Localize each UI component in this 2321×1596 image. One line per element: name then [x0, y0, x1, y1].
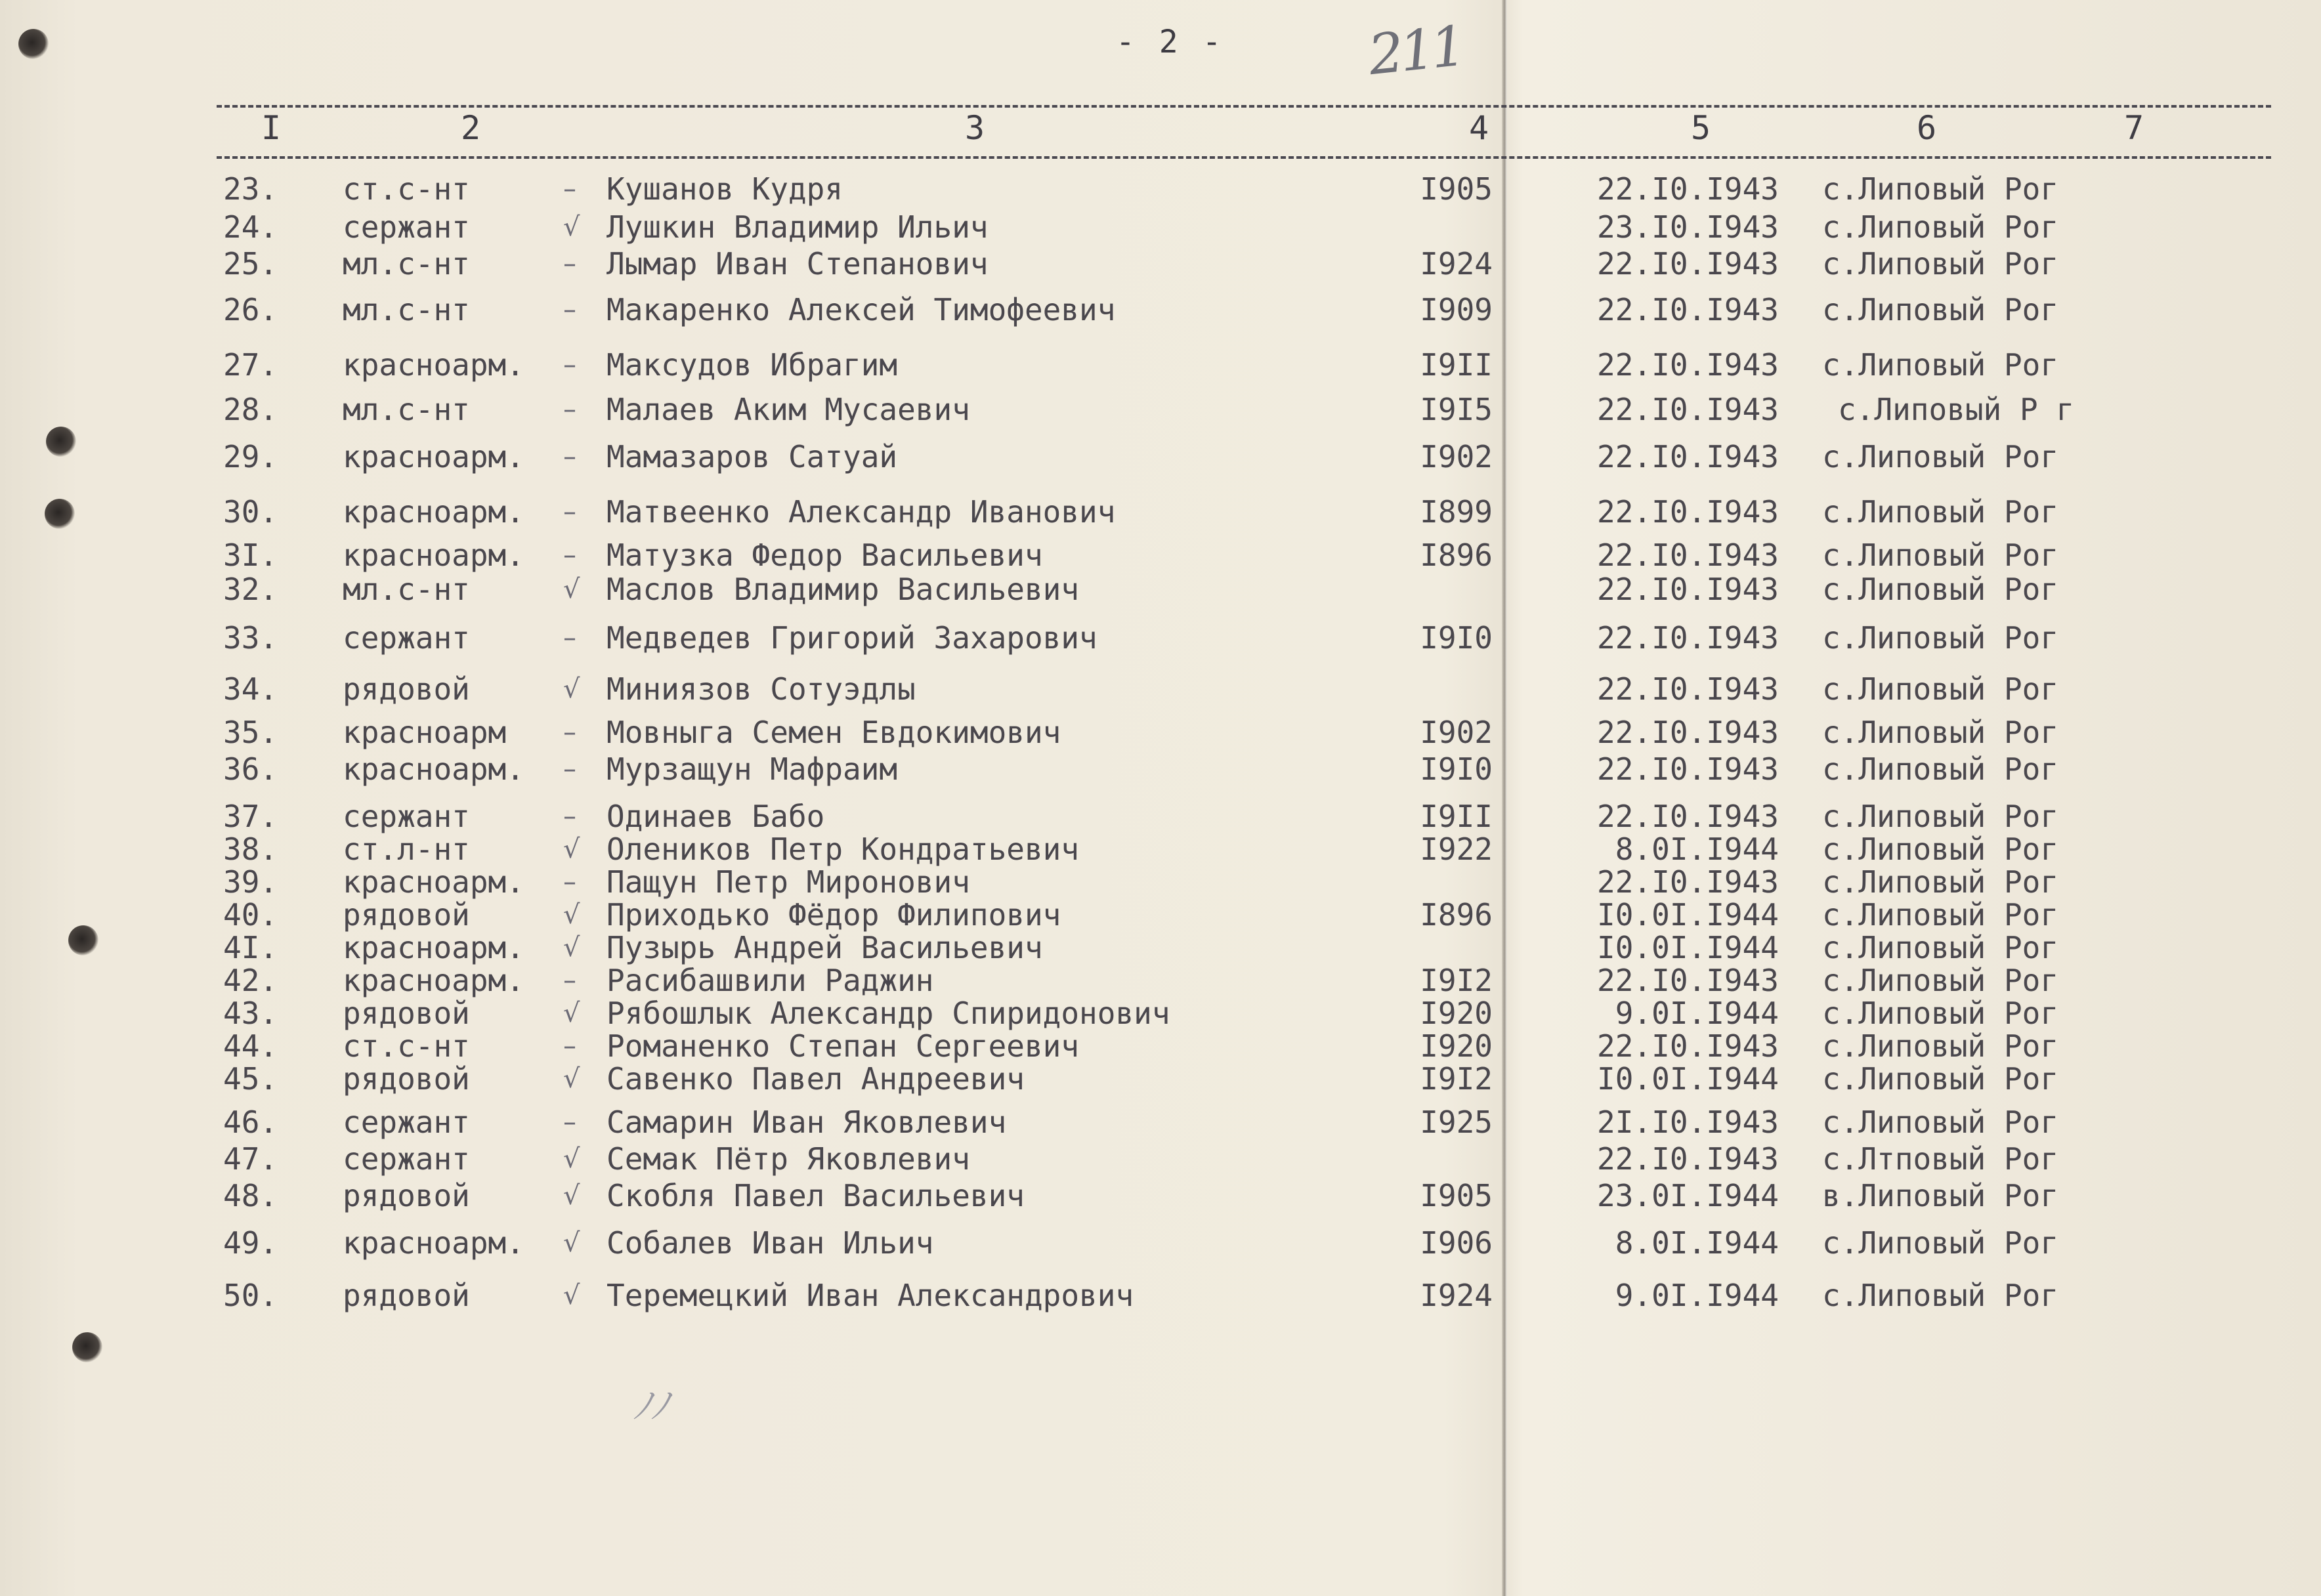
date: 2I.I0.I943	[1597, 1104, 1779, 1140]
birth-year: I9I2	[1420, 1061, 1493, 1097]
place: с.Липовый Рог	[1822, 1225, 2059, 1261]
table-row	[0, 538, 2321, 572]
column-header-7: 7	[2124, 109, 2144, 147]
full-name: Матвеенко Александр Иванович	[607, 494, 1116, 530]
full-name: Лушкин Владимир Ильич	[607, 209, 989, 245]
rank: красноарм.	[343, 751, 524, 787]
table-row	[0, 1029, 2321, 1063]
birth-year: I920	[1420, 996, 1493, 1031]
date: 22.I0.I943	[1597, 715, 1779, 750]
place: с.Липовый Рог	[1822, 751, 2059, 787]
row-number: 40.	[223, 897, 278, 933]
check-mark: –	[563, 623, 576, 653]
birth-year: I905	[1420, 1178, 1493, 1213]
date: 22.I0.I943	[1597, 292, 1779, 327]
rank: сержант	[343, 1104, 470, 1140]
full-name: Кушанов Кудря	[607, 171, 843, 207]
birth-year: I9I5	[1420, 392, 1493, 427]
birth-year: I896	[1420, 897, 1493, 933]
full-name: Мурзащун Мафраим	[607, 751, 898, 787]
birth-year: I924	[1420, 1278, 1493, 1313]
rank: красноарм.	[343, 494, 524, 530]
date: 22.I0.I943	[1597, 171, 1779, 207]
check-mark: √	[563, 834, 580, 864]
full-name: Рябошлык Александр Спиридонович	[607, 996, 1170, 1031]
birth-year: I924	[1420, 246, 1493, 282]
full-name: Самарин Иван Яковлевич	[607, 1104, 1007, 1140]
row-number: 50.	[223, 1278, 278, 1313]
row-number: 32.	[223, 572, 278, 607]
date: I0.0I.I944	[1597, 897, 1779, 933]
birth-year: I922	[1420, 831, 1493, 867]
full-name: Миниязов Сотуэдлы	[607, 671, 916, 707]
date: 22.I0.I943	[1597, 1028, 1779, 1064]
row-number: 46.	[223, 1104, 278, 1140]
place: с.Липовый Рог	[1822, 1278, 2059, 1313]
date: 22.I0.I943	[1597, 671, 1779, 707]
page-number: - 2 -	[1116, 24, 1224, 60]
birth-year: I9I0	[1420, 751, 1493, 787]
place: с.Липовый Рог	[1822, 1028, 2059, 1064]
date: 22.I0.I943	[1597, 620, 1779, 656]
place: с.Липовый Рог	[1822, 930, 2059, 965]
check-mark: –	[563, 965, 576, 996]
column-header-5: 5	[1691, 109, 1711, 147]
row-number: 37.	[223, 799, 278, 834]
date: 22.I0.I943	[1597, 439, 1779, 474]
rank: красноарм.	[343, 930, 524, 965]
date: 22.I0.I943	[1597, 963, 1779, 998]
check-mark: –	[563, 497, 576, 527]
place: с.Липовый Рог	[1822, 494, 2059, 530]
birth-year: I902	[1420, 715, 1493, 750]
rank: ст.с-нт	[343, 171, 470, 207]
date: 23.I0.I943	[1597, 209, 1779, 245]
check-mark: –	[563, 394, 576, 425]
table-row	[0, 931, 2321, 965]
table-row	[0, 348, 2321, 382]
place: с.Липовый Рог	[1822, 347, 2059, 383]
place: с.Липовый Рог	[1822, 292, 2059, 327]
date: I0.0I.I944	[1597, 930, 1779, 965]
check-mark: √	[563, 574, 580, 604]
birth-year: I920	[1420, 1028, 1493, 1064]
place: с.Липовый Рог	[1822, 864, 2059, 900]
birth-year: I905	[1420, 171, 1493, 207]
full-name: Скобля Павел Васильевич	[607, 1178, 1025, 1213]
rank: мл.с-нт	[343, 572, 470, 607]
row-number: 38.	[223, 831, 278, 867]
full-name: Олеников Петр Кондратьевич	[607, 831, 1080, 867]
rank: мл.с-нт	[343, 292, 470, 327]
birth-year: I909	[1420, 292, 1493, 327]
birth-year: I902	[1420, 439, 1493, 474]
place: с.Липовый Рог	[1822, 963, 2059, 998]
row-number: 26.	[223, 292, 278, 327]
check-mark: √	[563, 1064, 580, 1094]
place: с.Липовый Рог	[1822, 246, 2059, 282]
row-number: 35.	[223, 715, 278, 750]
table-row	[0, 715, 2321, 749]
table-row	[0, 440, 2321, 474]
row-number: 25.	[223, 246, 278, 282]
table-row	[0, 996, 2321, 1030]
rank: рядовой	[343, 671, 470, 707]
row-number: 42.	[223, 963, 278, 998]
row-number: 43.	[223, 996, 278, 1031]
place: с.Липовый Р г	[1838, 392, 2075, 427]
table-row	[0, 1226, 2321, 1260]
rank: рядовой	[343, 1178, 470, 1213]
place: с.Липовый Рог	[1822, 537, 2059, 573]
check-mark: –	[563, 442, 576, 472]
date: 22.I0.I943	[1597, 537, 1779, 573]
rank: рядовой	[343, 1278, 470, 1313]
row-number: 33.	[223, 620, 278, 656]
check-mark: √	[563, 212, 580, 242]
place: с.Липовый Рог	[1822, 897, 2059, 933]
rank: красноарм.	[343, 439, 524, 474]
table-row	[0, 1062, 2321, 1096]
check-mark: –	[563, 1031, 576, 1061]
rank: сержант	[343, 209, 470, 245]
date: 22.I0.I943	[1597, 572, 1779, 607]
date: 22.I0.I943	[1597, 864, 1779, 900]
date: 22.I0.I943	[1597, 494, 1779, 530]
place: с.Липовый Рог	[1822, 1061, 2059, 1097]
date: 8.0I.I944	[1615, 1225, 1779, 1261]
full-name: Романенко Степан Сергеевич	[607, 1028, 1080, 1064]
check-mark: –	[563, 350, 576, 380]
date: 22.I0.I943	[1597, 347, 1779, 383]
birth-year: I9II	[1420, 799, 1493, 834]
rank: рядовой	[343, 996, 470, 1031]
date: 9.0I.I944	[1615, 1278, 1779, 1313]
full-name: Малаев Аким Мусаевич	[607, 392, 970, 427]
table-row	[0, 572, 2321, 606]
rank: рядовой	[343, 897, 470, 933]
place: с.Липовый Рог	[1822, 439, 2059, 474]
table-row	[0, 621, 2321, 655]
rank: сержант	[343, 1141, 470, 1177]
check-mark: –	[563, 295, 576, 325]
check-mark: √	[563, 1144, 580, 1174]
place: с.Липовый Рог	[1822, 171, 2059, 207]
rank: рядовой	[343, 1061, 470, 1097]
full-name: Собалев Иван Ильич	[607, 1225, 934, 1261]
table-row	[0, 752, 2321, 786]
birth-year: I896	[1420, 537, 1493, 573]
check-mark: √	[563, 933, 580, 963]
table-row	[0, 495, 2321, 529]
place: с.Липовый Рог	[1822, 671, 2059, 707]
full-name: Мовныга Семен Евдокимович	[607, 715, 1061, 750]
date: I0.0I.I944	[1597, 1061, 1779, 1097]
place: с.Липовый Рог	[1822, 1104, 2059, 1140]
check-mark: –	[563, 174, 576, 204]
table-row	[0, 1105, 2321, 1139]
date: 22.I0.I943	[1597, 392, 1779, 427]
rank: красноарм.	[343, 347, 524, 383]
table-row	[0, 865, 2321, 899]
rank: красноарм.	[343, 864, 524, 900]
row-number: 36.	[223, 751, 278, 787]
table-row	[0, 898, 2321, 932]
row-number: 45.	[223, 1061, 278, 1097]
full-name: Пузырь Андрей Васильевич	[607, 930, 1043, 965]
archive-folio-mark: 211	[1365, 13, 1466, 88]
rank: красноарм	[343, 715, 507, 750]
check-mark: √	[563, 900, 580, 930]
full-name: Максудов Ибрагим	[607, 347, 898, 383]
rank: ст.с-нт	[343, 1028, 470, 1064]
full-name: Расибашвили Раджин	[607, 963, 934, 998]
check-mark: –	[563, 1107, 576, 1137]
full-name: Маслов Владимир Васильевич	[607, 572, 1080, 607]
birth-year: I9II	[1420, 347, 1493, 383]
rank: сержант	[343, 620, 470, 656]
check-mark: –	[563, 801, 576, 831]
row-number: 4I.	[223, 930, 278, 965]
rank: красноарм.	[343, 963, 524, 998]
table-row	[0, 963, 2321, 998]
full-name: Семак Пётр Яковлевич	[607, 1141, 970, 1177]
column-header-2: 2	[461, 109, 481, 147]
table-row	[0, 1278, 2321, 1312]
table-row	[0, 832, 2321, 866]
full-name: Медведев Григорий Захарович	[607, 620, 1097, 656]
date: 23.0I.I944	[1597, 1178, 1779, 1213]
birth-year: I9I2	[1420, 963, 1493, 998]
check-mark: √	[563, 1181, 580, 1211]
date: 22.I0.I943	[1597, 751, 1779, 787]
rank: красноарм.	[343, 1225, 524, 1261]
birth-year: I9I0	[1420, 620, 1493, 656]
row-number: 28.	[223, 392, 278, 427]
place: с.Липовый Рог	[1822, 209, 2059, 245]
row-number: 49.	[223, 1225, 278, 1261]
column-header-3: 3	[965, 109, 985, 147]
date: 9.0I.I944	[1615, 996, 1779, 1031]
date: 22.I0.I943	[1597, 799, 1779, 834]
rank: сержант	[343, 799, 470, 834]
date: 22.I0.I943	[1597, 246, 1779, 282]
date: 8.0I.I944	[1615, 831, 1779, 867]
check-mark: –	[563, 717, 576, 747]
full-name: Пащун Петр Миронович	[607, 864, 970, 900]
check-mark: –	[563, 540, 576, 570]
birth-year: I906	[1420, 1225, 1493, 1261]
check-mark: –	[563, 754, 576, 784]
check-mark: √	[563, 674, 580, 704]
place: с.Липовый Рог	[1822, 831, 2059, 867]
full-name: Теремецкий Иван Александрович	[607, 1278, 1134, 1313]
check-mark: √	[563, 1280, 580, 1311]
row-number: 29.	[223, 439, 278, 474]
check-mark: √	[563, 1228, 580, 1258]
full-name: Приходько Фёдор Филипович	[607, 897, 1061, 933]
table-row	[0, 1179, 2321, 1213]
birth-year: I925	[1420, 1104, 1493, 1140]
full-name: Мамазаров Сатуай	[607, 439, 898, 474]
check-mark: –	[563, 867, 576, 897]
check-mark: √	[563, 998, 580, 1028]
table-row	[0, 210, 2321, 244]
place: с.Липовый Рог	[1822, 799, 2059, 834]
row-number: 27.	[223, 347, 278, 383]
birth-year: I899	[1420, 494, 1493, 530]
full-name: Савенко Павел Андреевич	[607, 1061, 1025, 1097]
date: 22.I0.I943	[1597, 1141, 1779, 1177]
row-number: 24.	[223, 209, 278, 245]
table-row	[0, 392, 2321, 427]
row-number: 3I.	[223, 537, 278, 573]
row-number: 39.	[223, 864, 278, 900]
place: в.Липовый Рог	[1822, 1178, 2059, 1213]
row-number: 48.	[223, 1178, 278, 1213]
column-header-1: I	[261, 109, 282, 147]
place: с.Липовый Рог	[1822, 996, 2059, 1031]
full-name: Одинаев Бабо	[607, 799, 825, 834]
row-number: 23.	[223, 171, 278, 207]
check-mark: –	[563, 249, 576, 279]
place: с.Липовый Рог	[1822, 572, 2059, 607]
column-header-4: 4	[1469, 109, 1489, 147]
table-row	[0, 293, 2321, 327]
rank: красноарм.	[343, 537, 524, 573]
table-row	[0, 247, 2321, 281]
place: с.Липовый Рог	[1822, 715, 2059, 750]
rank: мл.с-нт	[343, 392, 470, 427]
row-number: 30.	[223, 494, 278, 530]
place: с.Лтповый Рог	[1822, 1141, 2059, 1177]
rank: мл.с-нт	[343, 246, 470, 282]
row-number: 47.	[223, 1141, 278, 1177]
row-number: 44.	[223, 1028, 278, 1064]
place: с.Липовый Рог	[1822, 620, 2059, 656]
rank: ст.л-нт	[343, 831, 470, 867]
full-name: Матузка Федор Васильевич	[607, 537, 1043, 573]
pencil-mark: ﾉﾉ	[633, 1385, 669, 1427]
table-row	[0, 172, 2321, 206]
table-row	[0, 799, 2321, 833]
column-header-6: 6	[1917, 109, 1937, 147]
full-name: Макаренко Алексей Тимофеевич	[607, 292, 1116, 327]
table-row	[0, 1142, 2321, 1176]
full-name: Лымар Иван Степанович	[607, 246, 989, 282]
table-row	[0, 672, 2321, 706]
row-number: 34.	[223, 671, 278, 707]
